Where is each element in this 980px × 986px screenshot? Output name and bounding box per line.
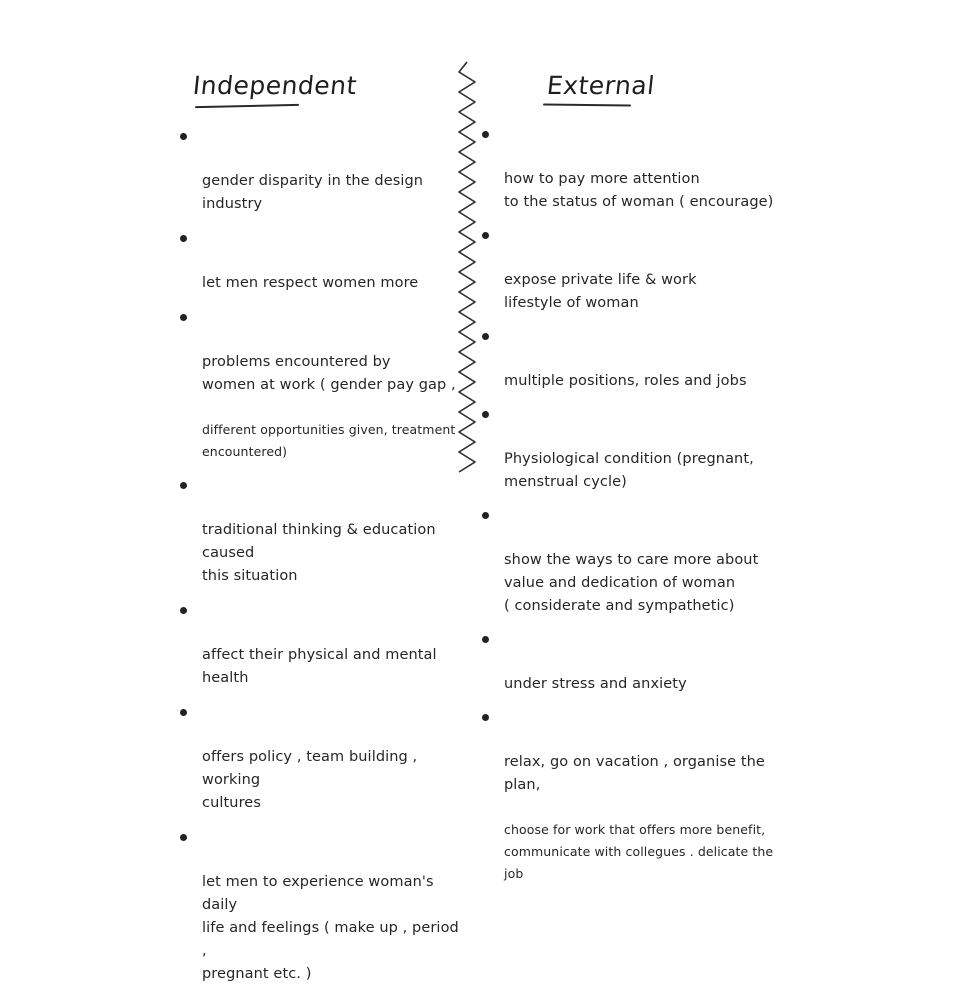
list-item-continuation (176, 397, 466, 463)
list-item (176, 124, 466, 216)
bullet-icon (482, 512, 489, 519)
list-item (176, 825, 466, 986)
bullet-icon (482, 333, 489, 340)
list-item (478, 223, 778, 315)
list-item (478, 503, 778, 618)
bullet-icon (482, 636, 489, 643)
list-item-text: under stress and anxiety (504, 676, 687, 692)
list-item-text: different opportunities given, treatment encountered) (202, 422, 456, 459)
list-item-text: how to pay more attention to the status of woman ( encourage) (504, 171, 774, 210)
list-item-text: gender disparity in the design industry (202, 173, 424, 212)
bullet-icon (482, 411, 489, 418)
bullet-icon (180, 133, 187, 140)
list-item (176, 473, 466, 588)
list-item (176, 226, 466, 295)
list-item (478, 705, 778, 797)
list-item (478, 122, 778, 214)
bullet-icon (180, 235, 187, 242)
list-item-text: let men respect women more (202, 275, 419, 291)
list-item-text: expose private life & work lifestyle of woman (504, 272, 697, 311)
bullet-icon (180, 482, 187, 489)
list-item-text: multiple positions, roles and jobs (504, 373, 747, 389)
bullet-icon (482, 714, 489, 721)
external-heading-underline (543, 104, 631, 107)
list-item-text: show the ways to care more about value and dedication of woman ( considerate and sympathetic) (504, 552, 759, 614)
independent-list (176, 120, 466, 986)
list-item (478, 402, 778, 494)
list-item (176, 598, 466, 690)
bullet-icon (482, 232, 489, 239)
bullet-icon (180, 314, 187, 321)
list-item (478, 627, 778, 696)
external-heading: External (545, 71, 657, 100)
list-item-text: affect their physical and mental health (202, 647, 437, 686)
external-list (478, 120, 778, 885)
list-item-text: relax, go on vacation , organise the plan, (504, 754, 765, 793)
bullet-icon (482, 131, 489, 138)
list-item-text: let men to experience woman's daily life and feelings ( make up , period , pregnant etc. ) (202, 874, 459, 982)
list-item-text: problems encountered by women at work ( gender pay gap , (202, 354, 456, 393)
independent-heading: Independent (191, 71, 359, 100)
list-item-text: traditional thinking & education caused this situation (202, 522, 436, 584)
independent-heading-underline (195, 104, 299, 108)
bullet-icon (180, 834, 187, 841)
bullet-icon (180, 709, 187, 716)
list-item-continuation (478, 797, 778, 885)
bullet-icon (180, 607, 187, 614)
list-item (176, 700, 466, 815)
list-item-text: choose for work that offers more benefit, communicate with collegues . delicate the job (504, 822, 774, 881)
list-item-text: offers policy , team building , working cultures (202, 749, 418, 811)
list-item-text: Physiological condition (pregnant, menstrual cycle) (504, 451, 754, 490)
list-item (478, 324, 778, 393)
list-item (176, 305, 466, 397)
